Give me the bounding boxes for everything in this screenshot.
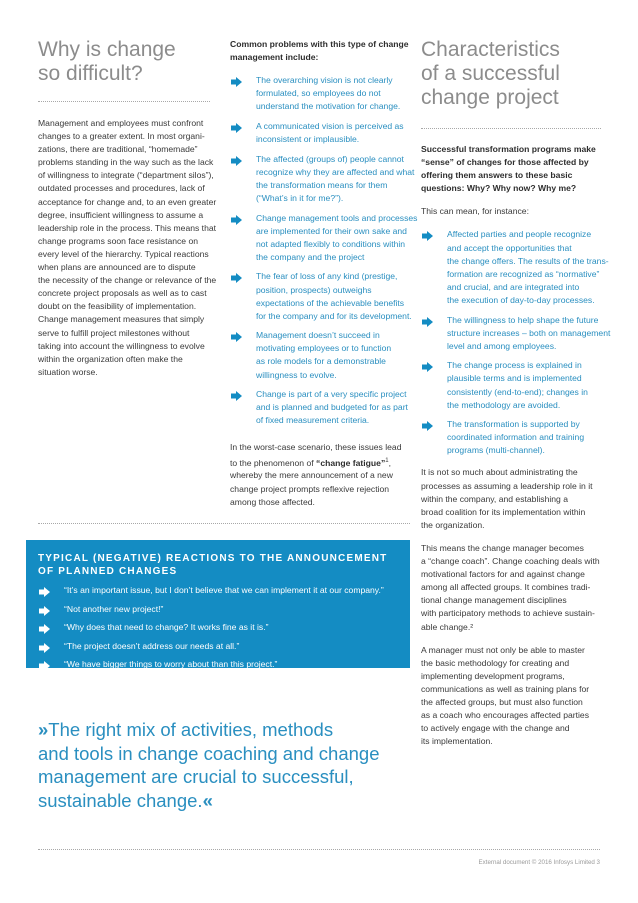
- list-item: Management doesn’t succeed in motivating employees or to function as role models for a demonstrable willingness to evolve.: [230, 329, 420, 381]
- list-item: The change process is explained in plausible terms and is implemented consistently (end-to-end); changes in the methodology are avoided.: [421, 359, 613, 411]
- reactions-list: [38, 584, 403, 671]
- section-title: Characteristics of a successful change project: [421, 38, 560, 109]
- divider: [38, 849, 600, 850]
- footer-text: External document © 2016 Infosys Limited 3: [478, 859, 600, 866]
- list-item: Change management tools and processes are implemented for their own sake and not adapted flexibly to conditions within the company and the project: [230, 212, 420, 264]
- arrow-bullet-icon: [422, 317, 433, 327]
- arrow-bullet-icon: [39, 624, 50, 634]
- left-paragraph: Management and employees must confront changes to a greater extent. In most organi- zations, there are traditional, “homemade” problems standing in the way such as the lack of willingness to integrate (“department silos”), outdated processes and procedures, lack of acceptance for change and, to an even greater degree, insufficient willingness to assume a leadership role in the process. This means that change programs soon face resistance on every level of the hierarchy. Typical reactions when plans are announced are to dispute the necessity of the change or relevance of the concrete project proposals as well as to cast doubt on the feasibility of implementation. Change management measures that simply serve to fulfill project milestones without taking into account the willingness to evolve within the organization often make the situation worse.: [38, 118, 217, 377]
- divider: [38, 101, 210, 102]
- divider: [38, 523, 410, 524]
- list-item: Change is part of a very specific project and is planned and budgeted for as part of fixed measurement criteria.: [230, 388, 420, 427]
- arrow-bullet-icon: [39, 643, 50, 653]
- right-lead: This can mean, for instance:: [421, 206, 529, 217]
- reactions-title: TYPICAL (NEGATIVE) REACTIONS TO THE ANNOUNCEMENT OF PLANNED CHANGES: [38, 553, 388, 577]
- right-paragraph-2: This means the change manager becomes a “change coach”. Change coaching deals with motivational factors for and against change among all affected groups. It combines tradi- tional change management disciplines with participatory methods to achieve sustain- able change.²: [421, 542, 600, 632]
- reactions-box: [26, 540, 410, 668]
- characteristics-list: [421, 228, 613, 457]
- arrow-bullet-icon: [422, 421, 433, 431]
- problems-list: [230, 74, 420, 427]
- middle-column: [230, 38, 420, 509]
- middle-closing: In the worst-case scenario, these issues lead to the phenomenon of “change fatigue”$^1$, whereby the mere announcement of a new change project prompts reflexive rejection among those affected.: [230, 442, 402, 507]
- arrow-bullet-icon: [231, 123, 242, 133]
- arrow-bullet-icon: [422, 362, 433, 372]
- right-column: [421, 143, 613, 748]
- list-item: The fear of loss of any kind (prestige, position, prospects) outweighs expectations of the achievable benefits for the company and for its development.: [230, 270, 420, 322]
- arrow-bullet-icon: [231, 391, 242, 401]
- list-item: A communicated vision is perceived as inconsistent or implausible.: [230, 120, 420, 146]
- list-item: “Not another new project!”: [38, 603, 403, 616]
- list-item: The overarching vision is not clearly formulated, so employees do not understand the motivation for change.: [230, 74, 420, 113]
- arrow-bullet-icon: [422, 231, 433, 241]
- arrow-bullet-icon: [39, 661, 50, 671]
- left-title: [38, 38, 218, 86]
- arrow-bullet-icon: [231, 156, 242, 166]
- right-paragraph-1: It is not so much about administrating the processes as assuming a leadership role in it within the company, and establishing a broad coalition for its implementation within the organization.: [421, 467, 593, 530]
- list-item: “We have bigger things to worry about than this project.”: [38, 658, 403, 671]
- list-item: Affected parties and people recognize and accept the opportunities that the change offers. The results of the trans- formation are recognized as “normative” and crucial, and are integrated into the execution of day-to-day processes.: [421, 228, 613, 307]
- page-title: Why is change so difficult?: [38, 38, 176, 85]
- arrow-bullet-icon: [231, 332, 242, 342]
- divider: [421, 128, 601, 129]
- right-paragraph-3: A manager must not only be able to master the basic methodology for creating and implementing development programs, communications as well as training plans for the affected groups, but must also function as a coach who encourages affected parties to actively engage with the change and its implementation.: [421, 644, 590, 747]
- arrow-bullet-icon: [231, 215, 242, 225]
- arrow-bullet-icon: [231, 273, 242, 283]
- list-item: The willingness to help shape the future structure increases – both on management level and among employees.: [421, 314, 613, 353]
- arrow-bullet-icon: [39, 587, 50, 597]
- right-intro: Successful transformation programs make “sense” of changes for those affected by offering them answers to these basic questions: Why? Why now? Why me?: [421, 144, 596, 194]
- arrow-bullet-icon: [231, 77, 242, 87]
- list-item: The transformation is supported by coordinated information and training programs (multi-channel).: [421, 418, 613, 457]
- arrow-bullet-icon: [39, 606, 50, 616]
- middle-heading: Common problems with this type of change management include:: [230, 39, 409, 63]
- quote-close-mark: «: [202, 789, 213, 811]
- right-title: [421, 38, 611, 110]
- left-body: [38, 117, 218, 379]
- pull-quote: »The right mix of activities, methods and tools in change coaching and change management are crucial to successful, sustainable change.«: [38, 719, 380, 811]
- list-item: “The project doesn’t address our needs at all.”: [38, 640, 403, 653]
- list-item: “It’s an important issue, but I don’t believe that we can implement it at our company.”: [38, 584, 403, 597]
- list-item: “Why does that need to change? It works fine as it is.”: [38, 621, 403, 634]
- list-item: The affected (groups of) people cannot recognize why they are affected and what the transformation means for them (“What’s in it for me?”).: [230, 153, 420, 205]
- quote-open-mark: »: [38, 719, 49, 740]
